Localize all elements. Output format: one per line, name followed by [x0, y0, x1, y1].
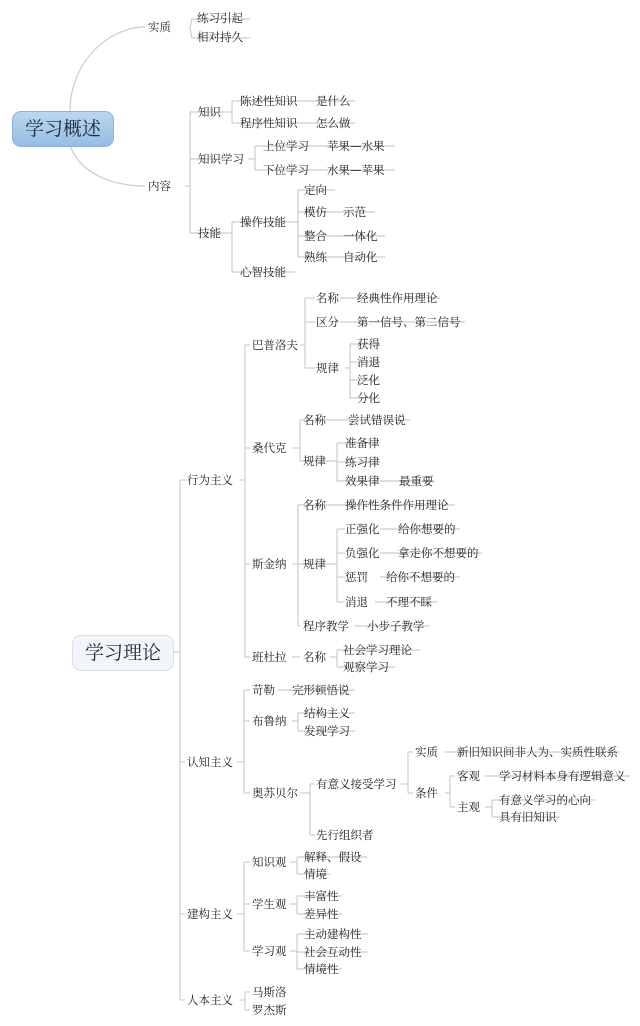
node-thorndike-name-label[interactable]: 名称 — [303, 413, 326, 427]
node-view-of-knowledge[interactable]: 知识观 — [252, 855, 287, 869]
node-objective[interactable]: 客观 — [457, 769, 480, 783]
node-bandura[interactable]: 班杜拉 — [252, 650, 287, 664]
node-structuralism[interactable]: 结构主义 — [304, 706, 350, 720]
node-generalization[interactable]: 泛化 — [357, 373, 380, 387]
node-prior-knowledge[interactable]: 具有旧知识 — [499, 810, 557, 824]
node-kohler[interactable]: 苛勒 — [252, 683, 275, 697]
node-negative-reinforcement-desc[interactable]: 拿走你不想要的 — [398, 546, 479, 560]
node-gestalt-insight[interactable]: 完形顿悟说 — [292, 683, 350, 697]
node-most-important[interactable]: 最重要 — [399, 474, 434, 488]
node-fruit-apple[interactable]: 水果—苹果 — [327, 163, 385, 177]
node-relatively-lasting[interactable]: 相对持久 — [197, 30, 243, 44]
node-view-of-learning[interactable]: 学习观 — [252, 944, 287, 958]
node-operant-conditioning[interactable]: 操作性条件作用理论 — [345, 498, 449, 512]
node-ausubel[interactable]: 奥苏贝尔 — [252, 786, 298, 800]
node-rogers[interactable]: 罗杰斯 — [252, 1003, 287, 1017]
node-bandura-name-label[interactable]: 名称 — [303, 650, 326, 664]
node-extinction-1[interactable]: 消退 — [357, 355, 380, 369]
node-behaviorism[interactable]: 行为主义 — [187, 473, 233, 487]
node-diversity[interactable]: 差异性 — [304, 907, 339, 921]
node-integration[interactable]: 整合 — [304, 229, 327, 243]
node-classical-conditioning[interactable]: 经典性作用理论 — [357, 291, 438, 305]
node-pavlov-name-label[interactable]: 名称 — [316, 291, 339, 305]
node-programmed-instruction[interactable]: 程序教学 — [303, 619, 349, 633]
node-constructivism[interactable]: 建构主义 — [187, 907, 233, 921]
node-punishment-desc[interactable]: 给你不想要的 — [386, 570, 455, 584]
node-content[interactable]: 内容 — [148, 179, 171, 193]
node-humanism[interactable]: 人本主义 — [187, 993, 233, 1007]
node-social-interaction[interactable]: 社会互动性 — [304, 945, 362, 959]
node-maslow[interactable]: 马斯洛 — [252, 985, 287, 999]
node-essence[interactable]: 实质 — [148, 20, 171, 34]
root-node-learning-theory[interactable]: 学习理论 — [72, 635, 174, 671]
node-skinner[interactable]: 斯金纳 — [252, 557, 287, 571]
node-superordinate-learning[interactable]: 上位学习 — [263, 139, 309, 153]
node-interpretation-hypothesis[interactable]: 解释、假设 — [304, 850, 362, 864]
node-punishment[interactable]: 惩罚 — [345, 570, 368, 584]
node-knowledge[interactable]: 知识 — [198, 105, 221, 119]
node-negative-reinforcement[interactable]: 负强化 — [345, 546, 380, 560]
node-demonstration[interactable]: 示范 — [343, 205, 366, 219]
node-small-steps[interactable]: 小步子教学 — [367, 619, 425, 633]
node-logical-material[interactable]: 学习材料本身有逻辑意义 — [499, 769, 626, 783]
node-thorndike[interactable]: 桑代克 — [252, 441, 287, 455]
node-extinction-2-desc[interactable]: 不理不睬 — [386, 595, 432, 609]
node-law-of-readiness[interactable]: 准备律 — [345, 436, 380, 450]
node-advance-organizer[interactable]: 先行组织者 — [316, 828, 374, 842]
node-conditions[interactable]: 条件 — [415, 786, 438, 800]
node-skill[interactable]: 技能 — [198, 226, 221, 240]
node-declarative-knowledge[interactable]: 陈述性知识 — [240, 94, 298, 108]
node-differentiation[interactable]: 分化 — [357, 391, 380, 405]
node-what[interactable]: 是什么 — [316, 94, 351, 108]
node-skinner-laws-label[interactable]: 规律 — [303, 557, 326, 571]
node-knowledge-learning[interactable]: 知识学习 — [198, 152, 244, 166]
node-apple-fruit[interactable]: 苹果—水果 — [327, 139, 385, 153]
node-pavlov-laws-label[interactable]: 规律 — [316, 361, 339, 375]
node-acquisition[interactable]: 获得 — [357, 337, 380, 351]
node-extinction-2[interactable]: 消退 — [345, 595, 368, 609]
node-observational-learning[interactable]: 观察学习 — [343, 660, 389, 674]
node-social-learning[interactable]: 社会学习理论 — [343, 643, 412, 657]
root-node-learning-overview[interactable]: 学习概述 — [12, 111, 114, 147]
node-thorndike-laws-label[interactable]: 规律 — [303, 454, 326, 468]
node-substantive-link[interactable]: 新旧知识间非人为、实质性联系 — [457, 745, 618, 759]
node-law-of-exercise[interactable]: 练习律 — [345, 455, 380, 469]
node-how[interactable]: 怎么做 — [316, 116, 351, 130]
node-bruner[interactable]: 布鲁纳 — [252, 714, 287, 728]
node-meaningful-set[interactable]: 有意义学习的心向 — [499, 793, 591, 807]
node-trial-and-error[interactable]: 尝试错误说 — [348, 413, 406, 427]
node-signal-systems[interactable]: 第一信号、第二信号 — [357, 315, 461, 329]
node-imitation[interactable]: 模仿 — [304, 205, 327, 219]
node-positive-reinforcement-desc[interactable]: 给你想要的 — [398, 522, 456, 536]
node-procedural-knowledge[interactable]: 程序性知识 — [240, 116, 298, 130]
node-cognitivism[interactable]: 认知主义 — [187, 755, 233, 769]
node-operational-skill[interactable]: 操作技能 — [240, 215, 286, 229]
node-integration-result[interactable]: 一体化 — [343, 229, 378, 243]
node-distinguish-label[interactable]: 区分 — [316, 315, 339, 329]
node-skinner-name-label[interactable]: 名称 — [303, 498, 326, 512]
node-proficiency[interactable]: 熟练 — [304, 250, 327, 264]
node-discovery-learning[interactable]: 发现学习 — [304, 724, 350, 738]
node-orientation[interactable]: 定向 — [304, 183, 327, 197]
node-situatedness[interactable]: 情境性 — [304, 962, 339, 976]
node-essence-2[interactable]: 实质 — [415, 745, 438, 759]
node-automation[interactable]: 自动化 — [343, 250, 378, 264]
node-meaningful-reception[interactable]: 有意义接受学习 — [316, 777, 397, 791]
node-pavlov[interactable]: 巴普洛夫 — [252, 338, 298, 352]
node-richness[interactable]: 丰富性 — [304, 889, 339, 903]
node-situation[interactable]: 情境 — [304, 867, 327, 881]
node-mental-skill[interactable]: 心智技能 — [240, 265, 286, 279]
node-subjective[interactable]: 主观 — [457, 800, 480, 814]
node-law-of-effect[interactable]: 效果律 — [345, 474, 380, 488]
node-view-of-students[interactable]: 学生观 — [252, 897, 287, 911]
node-practice-caused[interactable]: 练习引起 — [197, 11, 243, 25]
node-subordinate-learning[interactable]: 下位学习 — [263, 163, 309, 177]
node-active-construction[interactable]: 主动建构性 — [304, 927, 362, 941]
node-positive-reinforcement[interactable]: 正强化 — [345, 522, 380, 536]
